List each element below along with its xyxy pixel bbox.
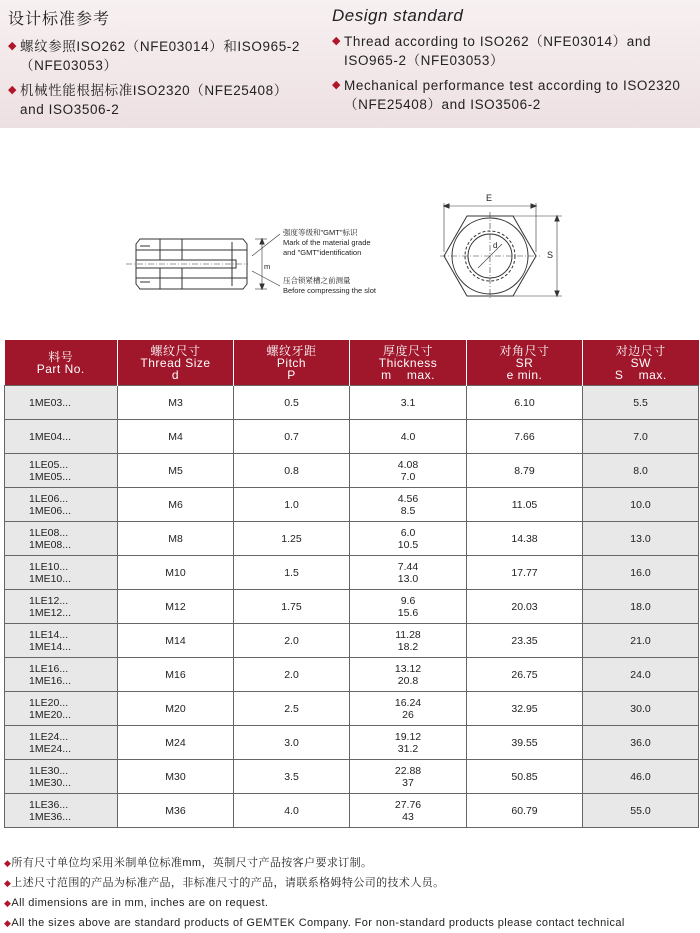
slot-label-en: Before compressing the slot [283,286,376,295]
part-no-cell: 1LE10... 1ME10... [5,556,118,590]
dim-m-label: m [264,262,271,271]
sr-cell: 7.66 [467,420,583,454]
slot-label-cn: 压合锁紧槽之前测量 [283,276,351,285]
sr-cell: 39.55 [467,726,583,760]
sw-cell: 7.0 [583,420,699,454]
sw-cell: 55.0 [583,794,699,828]
sr-cell: 60.79 [467,794,583,828]
sr-cell: 23.35 [467,624,583,658]
diamond-bullet-icon: ◆ [332,79,342,91]
col-header-part-no: 料号 Part No. [5,340,118,386]
nut-side-view [126,234,280,289]
sr-cell: 20.03 [467,590,583,624]
part-no-cell: 1LE08... 1ME08... [5,522,118,556]
table-row [5,386,699,420]
part-no-cell: 1LE24... 1ME24... [5,726,118,760]
part-no-cell: 1LE30... 1ME30... [5,760,118,794]
table-row [5,420,699,454]
pitch-cell: 2.0 [234,624,350,658]
grade-label-en-2: and "GMT"identification [283,248,362,257]
thread-size-cell: M4 [118,420,234,454]
diamond-bullet-icon: ◆ [332,35,342,47]
sr-cell: 8.79 [467,454,583,488]
part-no-cell: 1LE14... 1ME14... [5,624,118,658]
diamond-bullet-icon: ◆ [4,918,12,928]
sr-cell: 26.75 [467,658,583,692]
sr-cell: 17.77 [467,556,583,590]
en-title: Design standard [332,6,464,25]
thread-size-cell: M10 [118,556,234,590]
thread-size-cell: M20 [118,692,234,726]
sr-cell: 32.95 [467,692,583,726]
thickness-cell: 4.56 8.5 [350,488,467,522]
dim-e-label: E [486,193,493,203]
nut-spec-table [4,340,699,828]
sr-cell: 50.85 [467,760,583,794]
sw-cell: 16.0 [583,556,699,590]
sw-cell: 5.5 [583,386,699,420]
table-body [5,386,699,828]
pitch-cell: 0.7 [234,420,350,454]
sw-cell: 10.0 [583,488,699,522]
part-no-cell: 1LE06... 1ME06... [5,488,118,522]
thickness-cell: 11.28 18.2 [350,624,467,658]
pitch-cell: 3.0 [234,726,350,760]
sw-cell: 8.0 [583,454,699,488]
sw-cell: 24.0 [583,658,699,692]
col-header-sw: 对边尺寸 SW S max. [583,340,699,386]
pitch-cell: 1.75 [234,590,350,624]
part-no-cell: 1LE20... 1ME20... [5,692,118,726]
part-no-cell: 1LE16... 1ME16... [5,658,118,692]
thickness-cell: 3.1 [350,386,467,420]
thickness-cell: 4.08 7.0 [350,454,467,488]
table-row [5,624,699,658]
table-row [5,726,699,760]
part-no-cell: 1ME04... [5,420,118,454]
pitch-cell: 4.0 [234,794,350,828]
diamond-bullet-icon: ◆ [8,84,18,96]
dim-s-label: S [547,250,554,260]
nut-top-view [440,203,562,300]
part-no-cell: 1LE36... 1ME36... [5,794,118,828]
part-no-cell: 1ME03... [5,386,118,420]
table-row [5,692,699,726]
thread-size-cell: M6 [118,488,234,522]
sw-cell: 36.0 [583,726,699,760]
pitch-cell: 2.5 [234,692,350,726]
sw-cell: 21.0 [583,624,699,658]
table-row [5,454,699,488]
col-header-sr: 对角尺寸 SR e min. [467,340,583,386]
pitch-cell: 3.5 [234,760,350,794]
thickness-cell: 19.12 31.2 [350,726,467,760]
note-metric-en: ◆All dimensions are in mm, inches are on request. [4,897,269,909]
pitch-cell: 1.25 [234,522,350,556]
diamond-bullet-icon: ◆ [4,858,12,868]
pitch-cell: 0.5 [234,386,350,420]
sr-cell: 6.10 [467,386,583,420]
grade-label-cn: 强度等级和"GMT"标识 [283,228,358,237]
cn-title: 设计标准参考 [8,11,111,28]
sw-cell: 46.0 [583,760,699,794]
thickness-cell: 16.24 26 [350,692,467,726]
thickness-cell: 7.44 13.0 [350,556,467,590]
table-row [5,488,699,522]
sw-cell: 13.0 [583,522,699,556]
grade-label-en-1: Mark of the material grade [283,238,371,247]
col-header-pitch: 螺纹牙距 Pitch P [234,340,350,386]
thread-size-cell: M16 [118,658,234,692]
note-metric-cn: ◆所有尺寸单位均采用米制单位标准mm，英制尺寸产品按客户要求订制。 [4,857,373,869]
pitch-cell: 2.0 [234,658,350,692]
thread-size-cell: M3 [118,386,234,420]
cn-bullet-thread: ◆ 螺纹参照ISO262（NFE03014）和ISO965-2（NFE03053） [8,39,301,73]
thickness-cell: 22.88 37 [350,760,467,794]
table-row [5,658,699,692]
sw-cell: 30.0 [583,692,699,726]
pitch-cell: 1.0 [234,488,350,522]
sw-cell: 18.0 [583,590,699,624]
design-standard-en [332,6,692,120]
pitch-cell: 1.5 [234,556,350,590]
part-no-cell: 1LE05... 1ME05... [5,454,118,488]
en-bullet-thread: ◆ Thread according to ISO262（NFE03014）and ISO965-2（NFE03053） [332,34,652,68]
table-row [5,522,699,556]
thickness-cell: 6.0 10.5 [350,522,467,556]
thread-size-cell: M14 [118,624,234,658]
cn-bullet-mechanical: ◆ 机械性能根据标准ISO2320（NFE25408）and ISO3506-2 [8,83,288,117]
thread-size-cell: M12 [118,590,234,624]
part-no-cell: 1LE12... 1ME12... [5,590,118,624]
thread-size-cell: M5 [118,454,234,488]
note-standard-en: ◆All the sizes above are standard products of GEMTEK Company. For non-standard products please contact technical [4,917,625,929]
thickness-cell: 9.6 15.6 [350,590,467,624]
table-row [5,760,699,794]
thickness-cell: 27.76 43 [350,794,467,828]
thread-size-cell: M24 [118,726,234,760]
table-header-row [5,340,699,386]
table-row [5,794,699,828]
diamond-bullet-icon: ◆ [4,878,12,888]
sr-cell: 14.38 [467,522,583,556]
design-standard-header [0,0,700,128]
footnotes [4,853,698,933]
thread-size-cell: M8 [118,522,234,556]
col-header-thickness: 厚度尺寸 Thickness m max. [350,340,467,386]
thickness-cell: 4.0 [350,420,467,454]
table-row [5,590,699,624]
sr-cell: 11.05 [467,488,583,522]
nut-technical-drawing [0,186,700,336]
thread-size-cell: M30 [118,760,234,794]
pitch-cell: 0.8 [234,454,350,488]
diamond-bullet-icon: ◆ [4,898,12,908]
diamond-bullet-icon: ◆ [8,40,18,52]
thread-size-cell: M36 [118,794,234,828]
col-header-thread-size: 螺纹尺寸 Thread Size d [118,340,234,386]
note-standard-cn: ◆上述尺寸范围的产品为标准产品，非标准尺寸的产品，请联系格姆特公司的技术人员。 [4,877,445,889]
table-row [5,556,699,590]
thickness-cell: 13.12 20.8 [350,658,467,692]
design-standard-cn [8,6,308,125]
dim-d-label: d [493,241,498,250]
en-bullet-mechanical: ◆ Mechanical performance test according to ISO2320（NFE25408）and ISO3506-2 [332,78,681,112]
